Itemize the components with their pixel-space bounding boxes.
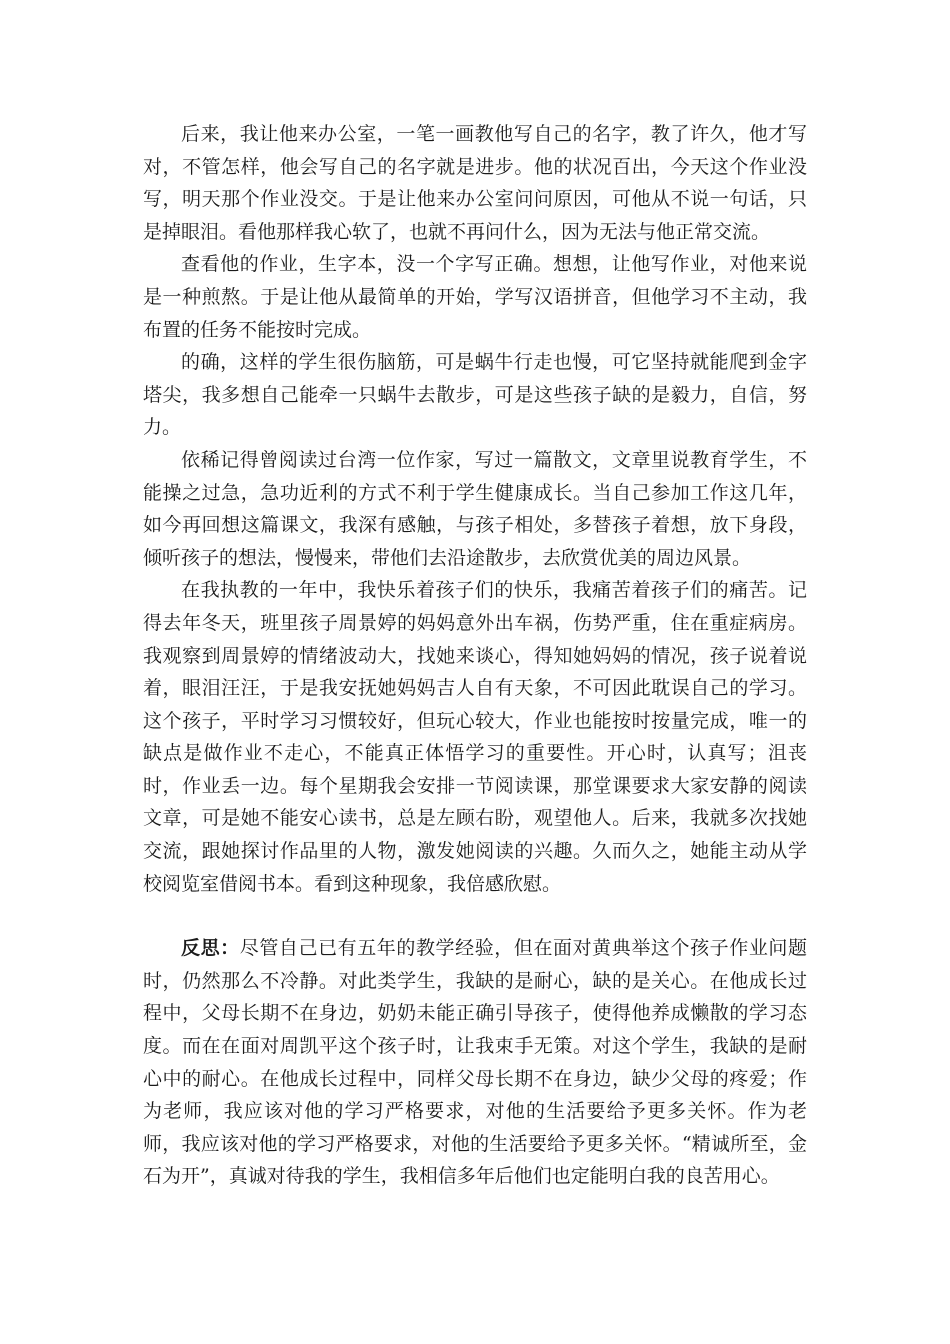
paragraph: 的确，这样的学生很伤脑筋，可是蜗牛行走也慢，可它坚持就能爬到金字塔尖，我多想自己能牵一只蜗牛去散步，可是这些孩子缺的是毅力，自信，努力。 [143,351,807,439]
paragraph: 查看他的作业，生字本，没一个字写正确。想想，让他写作业，对他来说是一种煎熬。于是让他从最简单的开始，学写汉语拼音，但他学习不主动，我布置的任务不能按时完成。 [143,253,807,341]
reflection-text: 尽管自己已有五年的教学经验，但在面对黄典举这个孩子作业问题时，仍然那么不冷静。对此类学生，我缺的是耐心，缺的是关心。在他成长过程中，父母长期不在身边，奶奶未能正确引导孩子，使得他养成懒散的学习态度。而在在面对周凯平这个孩子时，让我束手无策。对这个学生，我缺的是耐心中的耐心。在他成长过程中，同样父母长期不在身边，缺少父母的疼爱；作为老师，我应该对他的学习严格要求，对他的生活要给予更多关怀。作为老师，我应该对他的学习严格要求，对他的生活要给予更多关怀。“精诚所至，金石为开”，真诚对待我的学生，我相信多年后他们也定能明白我的良苦用心。 [143,937,807,1188]
reflection-label: 反思： [181,937,240,960]
paragraph: 后来，我让他来办公室，一笔一画教他写自己的名字，教了许久，他才写对，不管怎样，他会写自己的名字就是进步。他的状况百出，今天这个作业没写，明天那个作业没交。于是让他来办公室问问原因，可他从不说一句话，只是掉眼泪。看他那样我心软了，也就不再问什么，因为无法与他正常交流。 [143,123,807,243]
paragraph: 在我执教的一年中，我快乐着孩子们的快乐，我痛苦着孩子们的痛苦。记得去年冬天，班里孩子周景婷的妈妈意外出车祸，伤势严重，住在重症病房。我观察到周景婷的情绪波动大，找她来谈心，得知她妈妈的情况，孩子说着说着，眼泪汪汪，于是我安抚她妈妈吉人自有天象，不可因此耽误自己的学习。这个孩子，平时学习习惯较好，但玩心较大，作业也能按时按量完成，唯一的缺点是做作业不走心，不能真正体悟学习的重要性。开心时，认真写；沮丧时，作业丢一边。每个星期我会安排一节阅读课，那堂课要求大家安静的阅读文章，可是她不能安心读书，总是左顾右盼，观望他人。后来，我就多次找她交流，跟她探讨作品里的人物，激发她阅读的兴趣。久而久之，她能主动从学校阅览室借阅书本。看到这种现象，我倍感欣慰。 [143,579,807,895]
paragraph-spacer [143,900,807,932]
reflection-paragraph [143,932,807,1193]
paragraph: 依稀记得曾阅读过台湾一位作家，写过一篇散文，文章里说教育学生，不能操之过急，急功近利的方式不利于学生健康成长。当自己参加工作这几年，如今再回想这篇课文，我深有感触，与孩子相处，多替孩子着想，放下身段，倾听孩子的想法，慢慢来，带他们去沿途散步，去欣赏优美的周边风景。 [143,448,807,569]
document-body [143,118,807,1193]
